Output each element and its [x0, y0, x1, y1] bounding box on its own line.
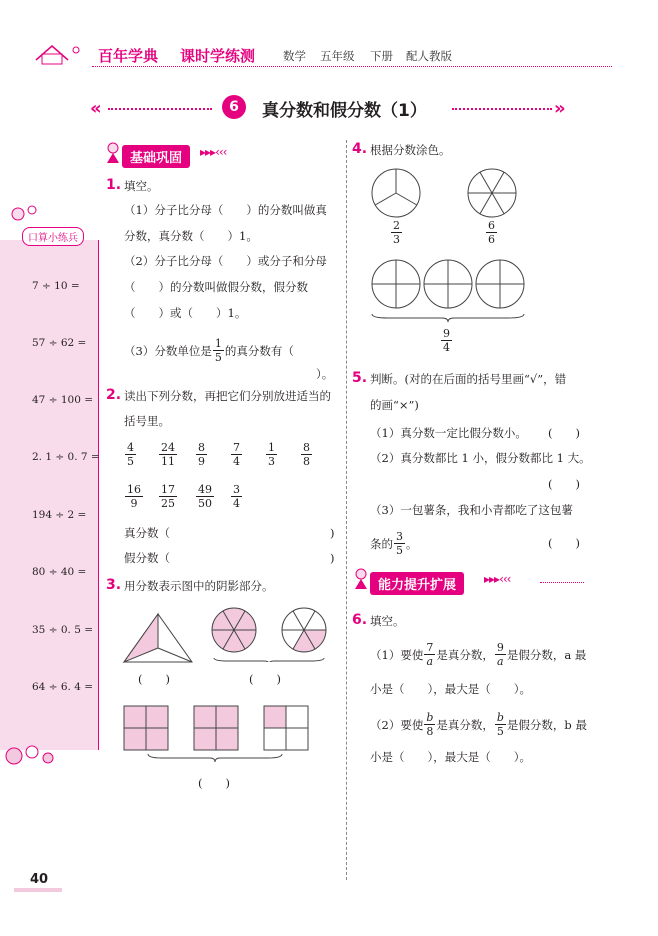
q1-line-7: ）。 — [316, 367, 334, 381]
girl-mascot-2-icon — [352, 568, 370, 590]
section-advanced-title: 能力提升扩展 — [370, 572, 464, 595]
q5-frac-num: 3 — [396, 530, 403, 543]
q6-line-1a: （1）要使 — [370, 647, 424, 662]
q2-number: 2. — [106, 387, 122, 403]
q5-answer-3: ( ) — [548, 536, 580, 550]
q5-head-2: 的画“×”) — [370, 398, 419, 412]
title-left-dots — [108, 108, 212, 110]
q5-statement-2: （2）真分数都比 1 小，假分数都比 1 大。 — [370, 451, 591, 465]
q2-fraction-denominator: 3 — [268, 455, 275, 468]
q4-frac-1-num: 2 — [393, 219, 400, 232]
q5-statement-3: （3）一包薯条，我和小青都吃了这包薯 — [370, 503, 573, 517]
q6-frac-2-num: 9 — [496, 641, 504, 654]
q6-frac-4-num: b — [496, 711, 504, 724]
q6-line-1 — [370, 642, 586, 667]
q1-line-1: （1）分子比分母（ ）的分数叫做真 — [124, 203, 327, 217]
q2-fraction-denominator: 11 — [161, 455, 175, 468]
q2-fraction-denominator: 4 — [233, 497, 240, 510]
q4-frac-3-num: 9 — [443, 327, 450, 340]
q2-fraction-denominator: 9 — [130, 497, 138, 510]
q6-frac-1-den: a — [426, 655, 434, 668]
q4-circles-thirds-sixths — [370, 166, 520, 222]
title-right-dots — [452, 108, 552, 110]
title-left-arrows: « — [90, 98, 102, 119]
q2-fraction-numerator: 3 — [233, 483, 240, 496]
q5-statement-4 — [370, 531, 418, 556]
q2-fraction-denominator: 9 — [198, 455, 205, 468]
q2-fraction — [159, 484, 177, 509]
q2-fraction-numerator: 4 — [127, 441, 134, 454]
q2-fraction-numerator: 1 — [268, 441, 275, 454]
q6-line-3 — [370, 712, 587, 737]
sidebar-panel — [0, 240, 98, 750]
column-divider — [346, 140, 347, 880]
q2-fraction — [266, 442, 277, 467]
q4-frac-3 — [440, 328, 453, 353]
q6-frac-3-den: 8 — [426, 725, 434, 738]
q2-fraction-numerator: 7 — [233, 441, 240, 454]
q2-fraction — [196, 442, 207, 467]
q6-frac-4-den: 5 — [496, 725, 504, 738]
q2-fraction — [301, 442, 312, 467]
section-basic-arrows: ▸▸▸‹‹‹ — [200, 145, 227, 159]
q3-answer-1: ( ) — [138, 672, 170, 686]
q1-line-6a: （3）分数单位是 — [124, 343, 212, 358]
q2-fraction — [231, 484, 242, 509]
q2-improper-close: ) — [330, 551, 335, 565]
q2-fraction-numerator: 49 — [198, 483, 212, 496]
lesson-number-badge: 6 — [222, 95, 246, 119]
q4-number: 4. — [352, 141, 368, 157]
q1-head: 填空。 — [124, 179, 159, 193]
q2-fraction-denominator: 50 — [198, 497, 212, 510]
q4-frac-2-den: 6 — [488, 233, 495, 246]
header-series: 课时学练测 — [180, 47, 256, 65]
page-number: 40 — [30, 872, 49, 887]
header-brand: 百年学典 — [98, 47, 159, 65]
header-subject: 数学 — [283, 49, 306, 63]
header-volume: 下册 — [370, 49, 393, 63]
section-advanced-rule — [540, 582, 584, 583]
q6-line-1c: 是假分数，a 最 — [506, 647, 587, 662]
title-right-arrows: » — [554, 98, 566, 119]
q6-frac-2 — [495, 642, 506, 667]
q1-frac-den: 5 — [214, 351, 222, 364]
q6-frac-1 — [424, 642, 435, 667]
header-house-logo — [28, 38, 88, 68]
girl-mascot-icon — [104, 142, 122, 164]
sidebar-expr-4: 2. 1 ÷ 0. 7 = — [32, 451, 100, 463]
sidebar-expr-1: 7 ÷ 10 = — [32, 280, 80, 292]
sidebar-expr-8: 64 ÷ 6. 4 = — [32, 681, 94, 693]
sidebar-expr-3: 47 ÷ 100 = — [32, 394, 94, 406]
section-basic-title: 基础巩固 — [122, 145, 190, 168]
sidebar-expr-2: 57 ÷ 62 = — [32, 337, 87, 349]
q2-head-2: 括号里。 — [124, 414, 170, 428]
q6-frac-3-num: b — [426, 711, 434, 724]
q1-line-5: （ ）或（ ）1。 — [124, 306, 247, 320]
q4-frac-1-den: 3 — [393, 233, 400, 246]
q2-fraction — [196, 484, 214, 509]
q1-line-3: （2）分子比分母（ ）或分子和分母 — [124, 254, 327, 268]
flower-decoration-icon — [6, 200, 46, 230]
q2-fraction — [125, 484, 143, 509]
q6-line-1b: 是真分数， — [436, 647, 494, 662]
q4-frac-1 — [390, 220, 403, 245]
header-edition: 配人教版 — [406, 49, 452, 63]
sidebar-expr-6: 80 ÷ 40 = — [32, 566, 87, 578]
q6-frac-4 — [495, 712, 506, 737]
q2-proper-label: 真分数（ — [124, 526, 170, 540]
q5-frac-den: 5 — [396, 544, 403, 557]
flower-decoration-bottom-icon — [2, 738, 72, 772]
sidebar-edge — [98, 240, 99, 750]
q4-head: 根据分数涂色。 — [370, 143, 451, 157]
q4-circles-quarters — [368, 258, 528, 324]
q1-frac-num: 1 — [214, 337, 222, 350]
q4-frac-3-den: 4 — [443, 341, 450, 354]
q4-frac-2-num: 6 — [488, 219, 495, 232]
sidebar-expr-5: 194 ÷ 2 = — [32, 509, 87, 521]
q6-line-3a: （2）要使 — [370, 717, 424, 732]
q5-statement-4a: 条的 — [370, 536, 393, 551]
q1-line-2: 分数，真分数（ ）1。 — [124, 229, 258, 243]
q2-fraction-denominator: 8 — [303, 455, 310, 468]
q5-statement-4b: 。 — [406, 536, 418, 551]
q2-improper-label: 假分数（ — [124, 551, 170, 565]
lesson-title: 真分数和假分数（1） — [262, 101, 427, 121]
q3-squares-figure — [122, 704, 312, 764]
sidebar-title: 口算小练兵 — [22, 227, 84, 246]
q5-head: 判断。(对的在后面的括号里画“√”，错 — [370, 372, 567, 386]
q3-answer-2: ( ) — [249, 672, 281, 686]
q6-head: 填空。 — [370, 614, 405, 628]
q2-fraction-numerator: 17 — [161, 483, 175, 496]
q6-line-3c: 是假分数，b 最 — [506, 717, 587, 732]
q3-answer-3: ( ) — [198, 776, 230, 790]
q2-fraction-numerator: 24 — [161, 441, 175, 454]
section-advanced-arrows: ▸▸▸‹‹‹ — [484, 572, 511, 586]
q5-answer-1: ( ) — [548, 426, 580, 440]
q3-triangle-figure — [122, 612, 194, 664]
q5-answer-2: ( ) — [548, 477, 580, 491]
q6-frac-1-num: 7 — [426, 641, 434, 654]
header-rule — [92, 66, 612, 67]
q3-number: 3. — [106, 577, 122, 593]
footer-bar — [14, 888, 62, 892]
q2-proper-close: ) — [330, 526, 335, 540]
q6-frac-2-den: a — [497, 655, 504, 668]
q3-circles-figure — [208, 606, 330, 662]
q5-frac — [394, 531, 405, 556]
q1-frac — [213, 338, 224, 363]
q2-fraction-numerator: 8 — [198, 441, 205, 454]
q5-number: 5. — [352, 370, 368, 386]
q6-line-4: 小是（ ），最大是（ ）。 — [370, 750, 531, 764]
q6-line-3b: 是真分数， — [436, 717, 494, 732]
q3-head: 用分数表示图中的阴影部分。 — [124, 579, 274, 593]
q6-line-2: 小是（ ），最大是（ ）。 — [370, 682, 531, 696]
q2-fraction-denominator: 25 — [161, 497, 175, 510]
header-grade: 五年级 — [320, 49, 355, 63]
q1-number: 1. — [106, 177, 122, 193]
q1-line-6b: 的真分数有（ — [224, 343, 294, 358]
q1-line-6 — [124, 338, 294, 363]
sidebar-expr-7: 35 ÷ 0. 5 = — [32, 624, 94, 636]
q4-frac-2 — [485, 220, 498, 245]
q6-number: 6. — [352, 612, 368, 628]
q2-fraction — [231, 442, 242, 467]
q2-fraction-numerator: 16 — [127, 483, 141, 496]
q2-head: 读出下列分数，再把它们分别放进适当的 — [124, 389, 331, 403]
q2-fraction — [159, 442, 177, 467]
q1-line-4: （ ）的分数叫做假分数，假分数 — [124, 280, 308, 294]
q5-statement-1: （1）真分数一定比假分数小。 — [370, 426, 527, 440]
q2-fraction-numerator: 8 — [303, 441, 310, 454]
q6-frac-3 — [424, 712, 435, 737]
q2-fraction — [125, 442, 136, 467]
q2-fraction-denominator: 5 — [127, 455, 134, 468]
q2-fraction-denominator: 4 — [233, 455, 240, 468]
